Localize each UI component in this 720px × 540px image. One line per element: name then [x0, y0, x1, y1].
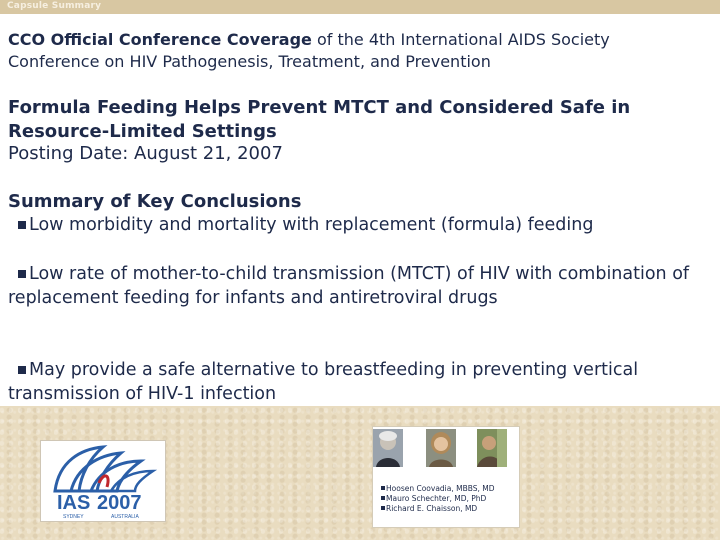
conclusion-bullet-3: [8, 358, 708, 406]
ias-2007-logo: [40, 440, 166, 522]
presenter-photo-2: [426, 429, 456, 467]
presenter-photo-1: [373, 429, 403, 467]
conclusion-text-3: May provide a safe alternative to breastfeeding in preventing vertical transmission of HIV-1 infection: [8, 360, 639, 404]
headline-line1: Formula Feeding Helps Prevent MTCT and Considered Safe in: [8, 97, 631, 118]
presenter-name-text-2: Mauro Schechter, MD, PhD: [386, 494, 487, 503]
presenter-photo-3: [477, 429, 507, 467]
opera-house-icon: [41, 441, 165, 521]
presenter-name-text-1: Hoosen Coovadia, MBBS, MD: [386, 484, 495, 493]
conclusion-text-1: Low morbidity and mortality with replacement (formula) feeding: [29, 215, 594, 235]
conclusion-text-2: Low rate of mother-to-child transmission (MTCT) of HIV with combination of replacement feeding for infants and antiretroviral drugs: [8, 264, 690, 308]
capsule-label: Capsule Summary: [7, 1, 102, 11]
conference-title-part1: of the 4th International AIDS Society: [311, 30, 610, 49]
logo-australia-text: AUSTRALIA: [111, 514, 139, 520]
presenter-names: [381, 484, 495, 514]
logo-ias-text: IAS: [57, 492, 91, 514]
conclusion-bullet-2: [8, 262, 708, 310]
logo-sydney-text: SYDNEY: [63, 514, 84, 520]
bullet-square-icon: [381, 496, 385, 500]
logo-year-text: 2007: [97, 492, 142, 514]
bullet-square-icon: [18, 221, 26, 229]
headline-line2: Resource-Limited Settings: [8, 121, 277, 142]
posting-date: Posting Date: August 21, 2007: [8, 143, 283, 164]
presenter-name-1: [381, 484, 495, 494]
conference-header-line2: Conference on HIV Pathogenesis, Treatment, and Prevention: [8, 52, 491, 71]
conference-header-line1: [8, 30, 610, 49]
bullet-square-icon: [381, 486, 385, 490]
brand-name: CCO Official Conference Coverage: [8, 30, 312, 49]
presenter-name-3: [381, 504, 495, 514]
presenters-card: [372, 426, 520, 528]
conclusion-bullet-1: [8, 213, 708, 237]
bullet-square-icon: [381, 506, 385, 510]
summary-title: Summary of Key Conclusions: [8, 191, 302, 212]
presenter-name-text-3: Richard E. Chaisson, MD: [386, 504, 478, 513]
presenter-name-2: [381, 494, 495, 504]
bullet-square-icon: [18, 366, 26, 374]
bullet-square-icon: [18, 270, 26, 278]
top-band: [0, 0, 720, 14]
article-headline: [8, 96, 630, 144]
